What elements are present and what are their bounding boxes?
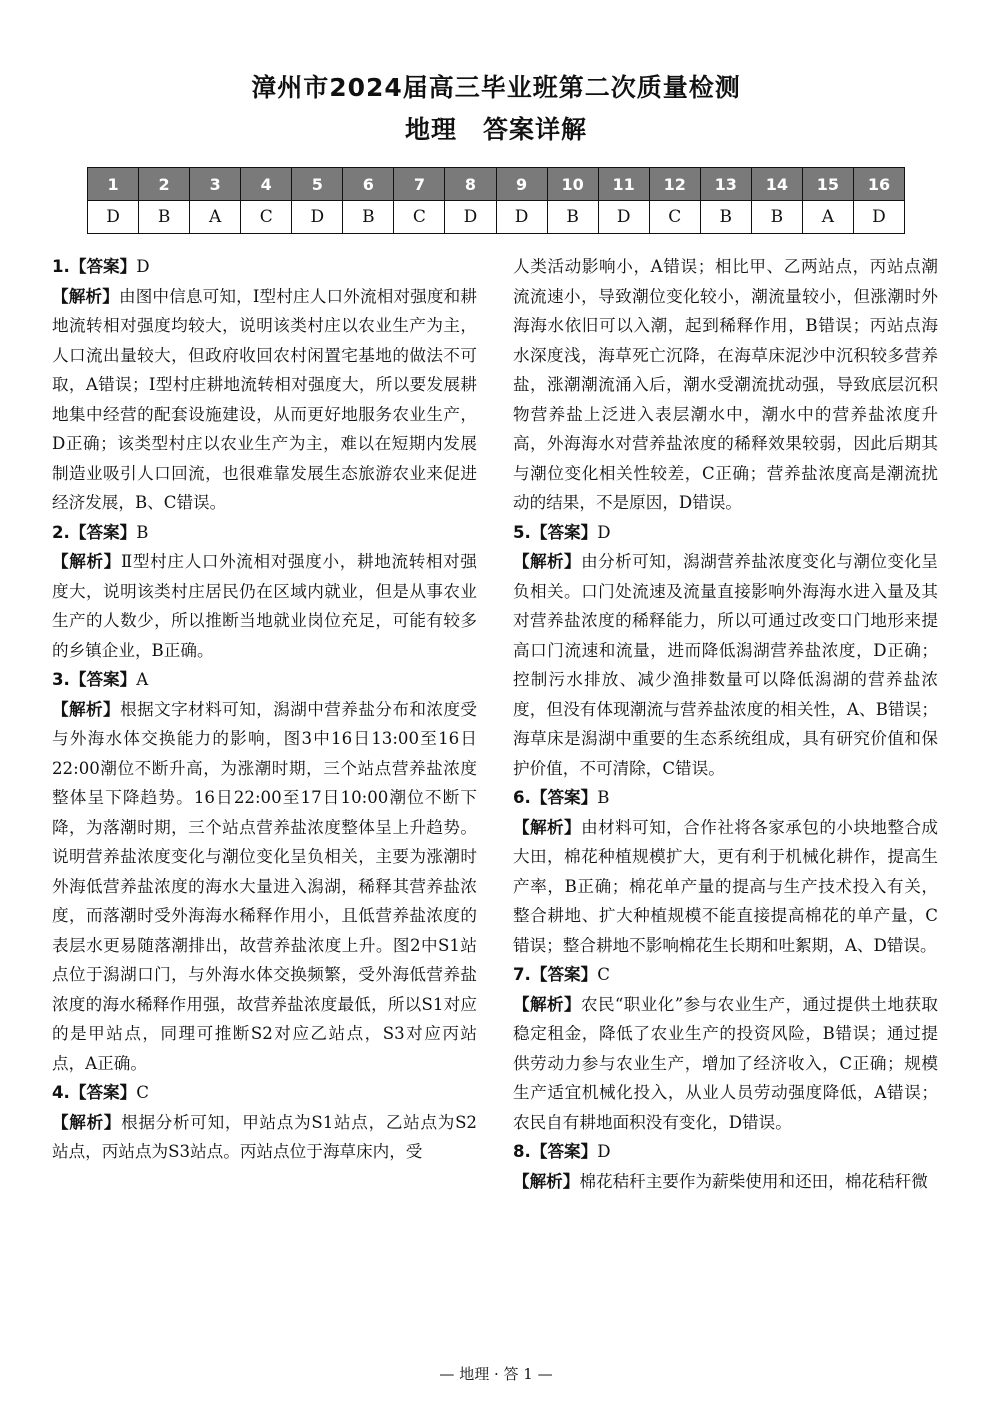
answer-value: B <box>136 522 149 542</box>
answer-tag: 【答案】 <box>530 522 598 542</box>
answer-table <box>87 167 905 234</box>
explanation-text: 棉花秸秆主要作为薪柴使用和还田，棉花秸秆微 <box>579 1171 928 1191</box>
question-number-cell: 6 <box>343 168 394 201</box>
answer-value: D <box>597 1142 611 1161</box>
explanation <box>513 990 938 1138</box>
question-number: 8. <box>513 1142 531 1161</box>
answer-tag: 【答案】 <box>69 257 137 276</box>
explanation-tag: 【解析】 <box>513 994 581 1014</box>
answer-value: D <box>136 257 150 276</box>
answer-cell: D <box>853 201 904 234</box>
question-number-cell: 7 <box>394 168 445 201</box>
answer-line <box>52 518 477 548</box>
question-number-cell: 13 <box>700 168 751 201</box>
answer-tag: 【答案】 <box>69 522 137 542</box>
answer-line <box>513 1137 938 1167</box>
question-number: 2. <box>52 522 70 542</box>
answer-line <box>52 1078 477 1108</box>
explanation <box>513 813 938 961</box>
answer-value: A <box>136 670 149 689</box>
answer-value: C <box>597 965 610 984</box>
answer-line <box>513 960 938 990</box>
question-number-cell: 3 <box>190 168 241 201</box>
explanation <box>513 1167 938 1197</box>
question-number-cell: 15 <box>802 168 853 201</box>
question-number-cell: 4 <box>241 168 292 201</box>
answer-cell: D <box>496 201 547 234</box>
answer-table-answer-row <box>88 201 905 234</box>
answer-cell: A <box>802 201 853 234</box>
explanation-text: 农民“职业化”参与农业生产，通过提供土地获取稳定租金，降低了农业生产的投资风险，B错误；通过提供劳动力参与农业生产，增加了经济收入，C正确；规模生产适宜机械化投入，从业人员劳动强度降低，A错误；农民自有耕地面积没有变化，D错误。 <box>513 994 939 1132</box>
question-number-cell: 10 <box>547 168 598 201</box>
answer-value: C <box>136 1083 149 1102</box>
explanation-text: 由图中信息可知，Ⅰ型村庄人口外流相对强度和耕地流转相对强度均较大，说明该类村庄以农业生产为主，人口流出量较大，但政府收回农村闲置宅基地的做法不可取，A错误；Ⅰ型村庄耕地流转相对强度大，所以要发展耕地集中经营的配套设施建设，从而更好地服务农业生产，D正确；该类型村庄以农业生产为主，难以在短期内发展制造业吸引人口回流，也很难靠发展生态旅游农业来促进经济发展，B、C错误。 <box>52 286 477 512</box>
answer-cell: C <box>649 201 700 234</box>
explanation-text: 由分析可知，潟湖营养盐浓度变化与潮位变化呈负相关。口门处流速及流量直接影响外海海水进入量及其对营养盐浓度的稀释能力，所以可通过改变口门地形来提高口门流速和流量，进而降低潟湖营养盐浓度，D正确；控制污水排放、减少渔排数量可以降低潟湖的营养盐浓度，但没有体现潮流与营养盐浓度的相关性，A、B错误；海草床是潟湖中重要的生态系统组成，具有研究价值和保护价值，不可清除，C错误。 <box>513 552 939 778</box>
question-number: 5. <box>513 522 531 542</box>
answer-cell: B <box>547 201 598 234</box>
explanation <box>52 1108 477 1167</box>
explanation-tag: 【解析】 <box>513 817 582 837</box>
explanation-text: 根据分析可知，甲站点为S1站点，乙站点为S2站点，丙站点为S3站点。丙站点位于海草床内，受 <box>52 1112 477 1161</box>
right-column <box>513 252 938 1196</box>
answer-tag: 【答案】 <box>69 1083 137 1102</box>
answer-cell: D <box>445 201 496 234</box>
question-number-cell: 1 <box>88 168 139 201</box>
page-subtitle: 地理 答案详解 <box>404 115 587 144</box>
page-footer: — 地理 · 答 1 — <box>439 1365 553 1383</box>
question-number-cell: 14 <box>751 168 802 201</box>
explanation-tag: 【解析】 <box>513 552 582 571</box>
question-number: 4. <box>52 1083 70 1102</box>
answer-cell: C <box>241 201 292 234</box>
explanation <box>52 282 477 518</box>
question-number-cell: 5 <box>292 168 343 201</box>
answer-tag: 【答案】 <box>530 788 598 807</box>
answer-value: B <box>597 788 610 807</box>
explanation-tag: 【解析】 <box>52 699 121 719</box>
question-number-cell: 8 <box>445 168 496 201</box>
answer-tag: 【答案】 <box>69 670 137 689</box>
answer-cell: D <box>598 201 649 234</box>
answer-cell: C <box>394 201 445 234</box>
answer-cell: B <box>751 201 802 234</box>
question-number-cell: 16 <box>853 168 904 201</box>
answer-line <box>52 665 477 695</box>
question-number: 3. <box>52 670 70 689</box>
explanation-tag: 【解析】 <box>513 1171 580 1191</box>
answer-cell: D <box>88 201 139 234</box>
explanation <box>513 547 938 783</box>
explanation-tag: 【解析】 <box>52 552 121 571</box>
answer-tag: 【答案】 <box>530 965 598 984</box>
question-number: 6. <box>513 788 531 807</box>
explanation-tag: 【解析】 <box>52 286 119 306</box>
answer-cell: B <box>139 201 190 234</box>
answer-line <box>513 783 938 813</box>
answer-cell: B <box>700 201 751 234</box>
question-number-cell: 11 <box>598 168 649 201</box>
question-number-cell: 12 <box>649 168 700 201</box>
left-column <box>52 252 477 1167</box>
page-title: 漳州市2024届高三毕业班第二次质量检测 <box>251 73 741 102</box>
explanation-tag: 【解析】 <box>52 1112 122 1132</box>
explanation-text: 根据文字材料可知，潟湖中营养盐分布和浓度受与外海水体交换能力的影响，图3中16日13:00至16日22:00潮位不断升高，为涨潮时期，三个站点营养盐浓度整体呈下降趋势。16日22:00至17日10:00潮位不断下降，为落潮时期，三个站点营养盐浓度整体呈上升趋势。说明营养盐浓度变化与潮位变化呈负相关，主要为涨潮时外海低营养盐浓度的海水大量进入潟湖，稀释其营养盐浓度，而落潮时受外海海水稀释作用小，且低营养盐浓度的表层水更易随落潮排出，故营养盐浓度上升。图2中S1站点位于潟湖口门，与外海水体交换频繁，受外海低营养盐浓度的海水稀释作用强，故营养盐浓度最低，所以S1对应的是甲站点，同理可推断S2对应乙站点，S3对应丙站点，A正确。 <box>52 699 478 1073</box>
question-number-cell: 9 <box>496 168 547 201</box>
explanation-text: Ⅱ型村庄人口外流相对强度小，耕地流转相对强度大，说明该类村庄居民仍在区域内就业，但是从事农业生产的人数少，所以推断当地就业岗位充足，可能有较多的乡镇企业，B正确。 <box>52 552 477 660</box>
answer-cell: D <box>292 201 343 234</box>
answer-line <box>52 252 477 282</box>
answer-tag: 【答案】 <box>530 1142 598 1161</box>
question-number-cell: 2 <box>139 168 190 201</box>
answer-line <box>513 518 938 548</box>
explanation-continued: 人类活动影响小，A错误；相比甲、乙两站点，丙站点潮流流速小，导致潮位变化较小，潮流量较小，但涨潮时外海海水依旧可以入潮，起到稀释作用，B错误；丙站点海水深度浅，海草死亡沉降，在海草床泥沙中沉积较多营养盐，涨潮潮流涌入后，潮水受潮流扰动强，导致底层沉积物营养盐上泛进入表层潮水中，潮水中的营养盐浓度升高，外海海水对营养盐浓度的稀释效果较弱，因此后期其与潮位变化相关性较差，C正确；营养盐浓度高是潮流扰动的结果，不是原因，D错误。 <box>513 257 938 512</box>
answer-value: D <box>597 522 611 542</box>
answer-cell: A <box>190 201 241 234</box>
explanation <box>52 547 477 665</box>
answer-cell: B <box>343 201 394 234</box>
explanation-text: 由材料可知，合作社将各家承包的小块地整合成大田，棉花种植规模扩大，更有利于机械化耕作，提高生产率，B正确；棉花单产量的提高与生产技术投入有关，整合耕地、扩大种植规模不能直接提高棉花的单产量，C错误；整合耕地不影响棉花生长期和吐絮期，A、D错误。 <box>513 817 939 955</box>
question-number: 7. <box>513 965 531 984</box>
explanation <box>52 695 477 1079</box>
answer-table-number-row <box>88 168 905 201</box>
question-number: 1. <box>52 257 70 276</box>
